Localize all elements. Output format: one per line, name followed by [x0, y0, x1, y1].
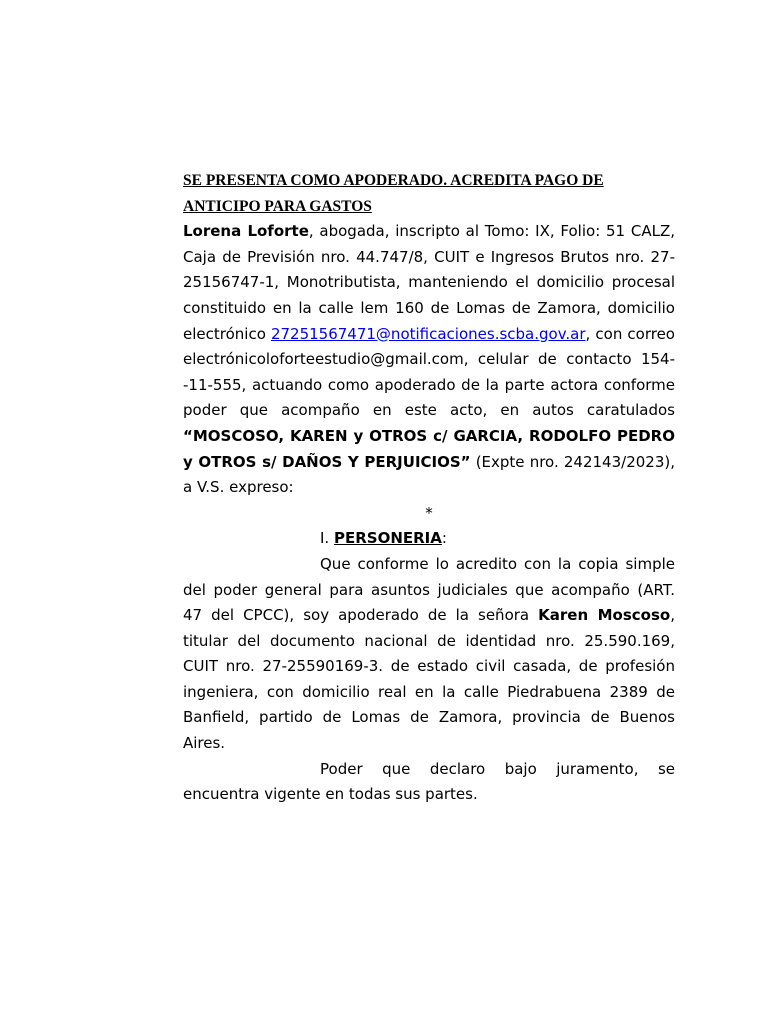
personeria-text-a: Que conforme lo acredito con la copia simple del poder general para asuntos judiciales que acompaño (ART. 47 del CPCC), soy apoderado de la señora: [183, 554, 675, 625]
section-heading-text: PERSONERIA: [333, 529, 442, 548]
document-title: [183, 168, 675, 219]
personeria-text-b: , titular del documento nacional de identidad nro. 25.590.169, CUIT nro. 27-25590169-3. de estado civil casada, de profesión ingeniera, con domicilio real en la calle Piedrabuena 2389 de Banfield, partido de Lomas de Zamora, provincia de Buenos Aires.: [183, 606, 675, 753]
electronic-domicile-link[interactable]: 27251567471@notificaciones.scba.gov.ar: [270, 324, 586, 343]
separator-asterisk: *: [425, 503, 433, 522]
intro-text-3: (Expte nro. 242143/2023), a V.S. expreso:: [183, 452, 675, 497]
personeria-paragraph-1: [183, 552, 675, 757]
case-title: “MOSCOSO, KAREN y OTROS c/ GARCIA, RODOLFO PEDRO y OTROS s/ DAÑOS Y PERJUICIOS”: [183, 426, 675, 471]
title-line-2: ANTICIPO PARA GASTOS: [183, 197, 372, 215]
lawyer-name: Lorena Loforte: [183, 222, 309, 241]
document-page: [183, 168, 675, 808]
intro-paragraph: [183, 219, 675, 501]
intro-text-1: , abogada, inscripto al Tomo: IX, Folio: 51 CALZ, Caja de Previsión nro. 44.747/8, CUIT e Ingresos Brutos nro. 27-25156747-1, Monotributista, manteniendo el domicilio procesal constituido en la calle lem 160 de Lomas de Zamora, domicilio electrónico: [183, 222, 675, 343]
title-line-1: SE PRESENTA COMO APODERADO. ACREDITA PAGO DE: [183, 172, 604, 189]
client-name: Karen Moscoso: [538, 606, 671, 625]
intro-text-2: , con correo electrónicoloforteestudio@gmail.com, celular de contacto 154--11-555, actuando como apoderado de la parte actora conforme poder que acompaño en este acto, en autos caratulados: [183, 324, 675, 420]
section-heading-personeria: [183, 526, 675, 552]
personeria-paragraph-2: Poder que declaro bajo juramento, se encuentra vigente en todas sus partes.: [183, 759, 675, 804]
section-number: I.: [320, 529, 334, 548]
section-heading-colon: :: [441, 529, 447, 548]
